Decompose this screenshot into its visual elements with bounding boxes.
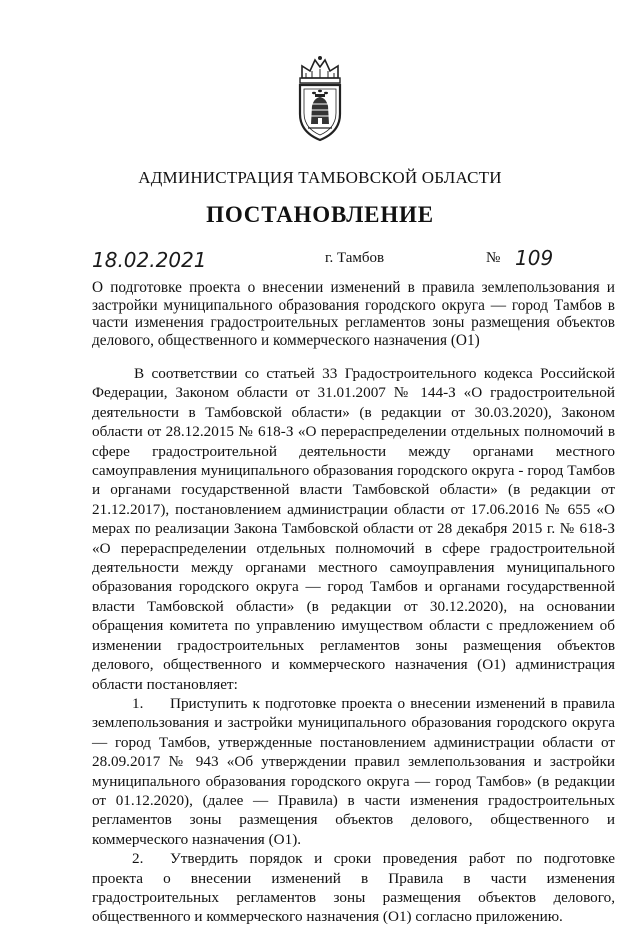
document-date: 18.02.2021 [92, 248, 207, 272]
numbered-item [92, 694, 615, 849]
coat-of-arms-icon [290, 52, 350, 144]
document-body [92, 364, 615, 927]
document-city: г. Тамбов [325, 250, 385, 266]
document-number-label: № [486, 250, 501, 266]
item-number: 1. [132, 694, 144, 712]
document-subject: О подготовке проекта о внесении изменений в правила землепользования и застройки муниципального образования городского округа — город Тамбов в части изменения градостроительных регламентов зоны размещения объектов делового, общественного и коммерческого назначения (О1) [92, 279, 615, 349]
organization-name: АДМИНИСТРАЦИЯ ТАМБОВСКОЙ ОБЛАСТИ [138, 168, 502, 187]
item-text: Приступить к подготовке проекта о внесении изменений в правила землепользования и застройки муниципального образования городского округа — город Тамбов, утвержденные постановлением администрации области от 28.09.2017 № 943 «Об утверждении правил землепользования и застройки муниципального образования городского округа — город Тамбов» (в редакции от 01.12.2020), (далее — Правила) в части изменения градостроительных регламентов зоны размещения объектов делового, общественного и коммерческого назначения (О1). [92, 694, 615, 848]
document-type: ПОСТАНОВЛЕНИЕ [206, 202, 434, 227]
preamble-paragraph: В соответствии со статьей 33 Градостроительного кодекса Российской Федерации, Законом области от 31.01.2007 № 144-З «О градостроительной деятельности в Тамбовской области» (в редакции от 30.03.2020), Законом области от 28.12.2015 № 618-З «О перераспределении отдельных полномочий в сфере градостроительной деятельности между органами местного самоуправления муниципального образования городского округа - город Тамбов и органами государственной власти Тамбовской области» (в редакции от 21.12.2017), постановлением администрации области от 17.06.2016 № 655 «О мерах по реализации Закона Тамбовской области от 28 декабря 2015 г. № 618-З «О перераспределении отдельных полномочий в сфере градостроительной деятельности между органами местного самоуправления муниципального образования городского округа — город Тамбов и органами государственной власти Тамбовской области» (в редакции от 30.12.2020), на основании обращения комитета по управлению имуществом области с предложением об изменении градостроительных регламентов зоны размещения объектов делового, общественного и коммерческого назначения (О1) администрация области постановляет: [92, 365, 615, 693]
numbered-item [92, 849, 615, 927]
item-number: 2. [132, 850, 144, 868]
item-text: Утвердить порядок и сроки проведения работ по подготовке проекта о внесении изменений в Правила в части изменения градостроительных регламентов зоны размещения объектов делового, общественного и коммерческого назначения (О1) согласно приложению. [92, 850, 615, 926]
document-number: 109 [515, 246, 554, 270]
